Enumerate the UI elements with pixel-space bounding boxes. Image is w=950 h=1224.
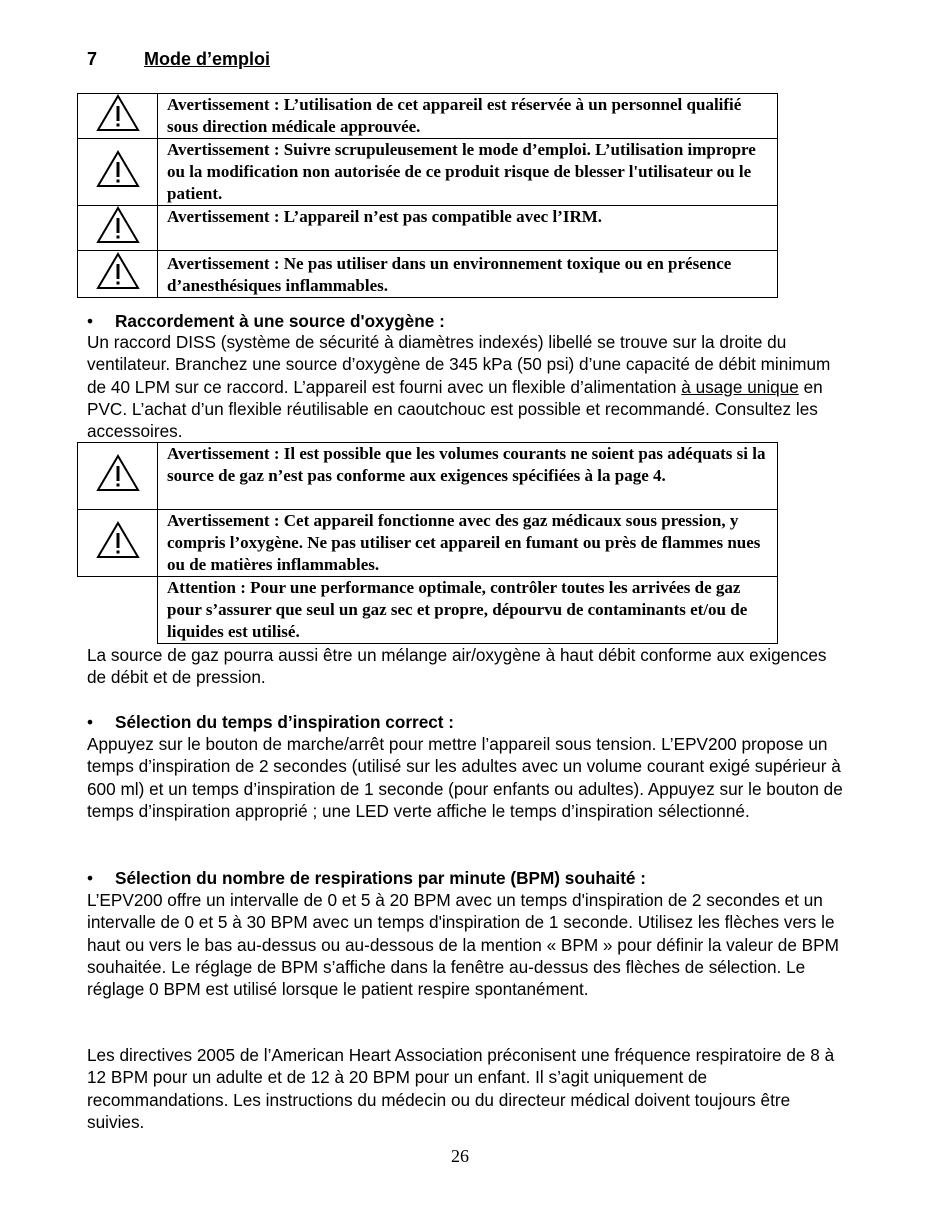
- bullet-point: •: [87, 311, 94, 331]
- warnings-table-oxygen: [77, 442, 778, 644]
- oxygen-text-underlined: à usage unique: [681, 376, 799, 397]
- inspiration-paragraph: Appuyez sur le bouton de marche/arrêt pour mettre l’appareil sous tension. L’EPV200 propose un temps d’inspiration de 2 secondes (utilisé sur les adultes avec un volume courant exigé supérieur à 600 ml) et un temps d’inspiration de 1 seconde (pour enfants ou adultes). Appuyez sur le bouton de temps d’inspiration approprié ; une LED verte affiche le temps d’inspiration sélectionné.: [87, 734, 843, 821]
- warning-text: Avertissement : Il est possible que les volumes courants ne soient pas adéquats si la source de gaz n’est pas conforme aux exigences spécifiées à la page 4.: [158, 443, 778, 510]
- caution-text: Attention : Pour une performance optimale, contrôler toutes les arrivées de gaz pour s’assurer que seul un gaz sec et propre, dépourvu de contaminants et/ou de liquides est utilisé.: [158, 577, 778, 644]
- inspiration-title: Sélection du temps d’inspiration correct :: [115, 712, 455, 732]
- warning-text: Avertissement : Suivre scrupuleusement le mode d’emploi. L’utilisation impropre ou la modification non autorisée de ce produit risque de blesser l'utilisateur ou le patient.: [158, 139, 778, 206]
- warning-text: Avertissement : Cet appareil fonctionne avec des gaz médicaux sous pression, y compris l’oxygène. Ne pas utiliser cet appareil en fumant ou près de flammes nues ou de matières inflammables.: [158, 510, 778, 577]
- bpm-paragraph-2: Les directives 2005 de l’American Heart Association préconisent une fréquence respiratoire de 8 à 12 BPM pour un adulte et de 12 à 20 BPM pour un enfant. Il s’agit uniquement de recommandations. Les instructions du médecin ou du directeur médical doivent toujours être suivies.: [87, 1045, 835, 1132]
- section-title: Mode d’emploi: [144, 49, 270, 69]
- warning-row: [78, 510, 778, 577]
- bullet-point: •: [87, 868, 94, 888]
- warning-triangle-icon: [96, 94, 140, 132]
- oxygen-title: Raccordement à une source d'oxygène :: [115, 311, 445, 331]
- gas-source-paragraph: La source de gaz pourra aussi être un mélange air/oxygène à haut débit conforme aux exigences de débit et de pression.: [87, 645, 827, 688]
- warning-triangle-icon: [96, 206, 140, 244]
- warning-triangle-icon: [96, 150, 140, 188]
- oxygen-text-part2: en PVC. L’achat d’un flexible réutilisable en caoutchouc est possible et recommandé. Consultez les accessoires.: [87, 376, 823, 442]
- warning-triangle-icon: [96, 521, 140, 559]
- warning-row: [78, 251, 778, 298]
- warning-triangle-icon: [96, 252, 140, 290]
- warning-row: [78, 94, 778, 139]
- warning-text: Avertissement : Ne pas utiliser dans un environnement toxique ou en présence d’anesthésiques inflammables.: [158, 251, 778, 298]
- bpm-paragraph-1: L’EPV200 offre un intervalle de 0 et 5 à 20 BPM avec un temps d'inspiration de 2 secondes et un intervalle de 0 et 5 à 30 BPM avec un temps d'inspiration de 1 seconde. Utilisez les flèches vers le haut ou vers le bas au-dessus ou au-dessous de la mention « BPM » pour définir la valeur de BPM souhaitée. Le réglage de BPM s’affiche dans la fenêtre au-dessus des flèches de sélection. Le réglage 0 BPM est utilisé lorsque le patient respire spontanément.: [87, 890, 839, 1000]
- section-number: 7: [87, 49, 98, 69]
- oxygen-section-title: [87, 310, 847, 332]
- caution-row: [78, 577, 778, 644]
- oxygen-paragraph: [87, 331, 847, 442]
- inspiration-section-title: [87, 711, 847, 733]
- warning-triangle-icon: [96, 454, 140, 492]
- warning-text: Avertissement : L’appareil n’est pas compatible avec l’IRM.: [158, 206, 778, 251]
- bpm-title: Sélection du nombre de respirations par minute (BPM) souhaité :: [115, 868, 646, 888]
- section-heading: [87, 48, 287, 70]
- bpm-section-title: [87, 867, 847, 889]
- warnings-table-top: [77, 93, 778, 298]
- page-number: 26: [451, 1146, 469, 1166]
- warning-row: [78, 206, 778, 251]
- warning-text: Avertissement : L’utilisation de cet appareil est réservée à un personnel qualifié sous direction médicale approuvée.: [158, 94, 778, 139]
- warning-row: [78, 139, 778, 206]
- warning-row: [78, 443, 778, 510]
- oxygen-text-part1: Un raccord DISS (système de sécurité à diamètres indexés) libellé se trouve sur la droite du ventilateur. Branchez une source d’oxygène de 345 kPa (50 psi) d’une capacité de débit minimum de 40 LPM sur ce raccord. L’appareil est fourni avec un flexible d’alimentation: [87, 332, 831, 397]
- bullet-point: •: [87, 712, 94, 732]
